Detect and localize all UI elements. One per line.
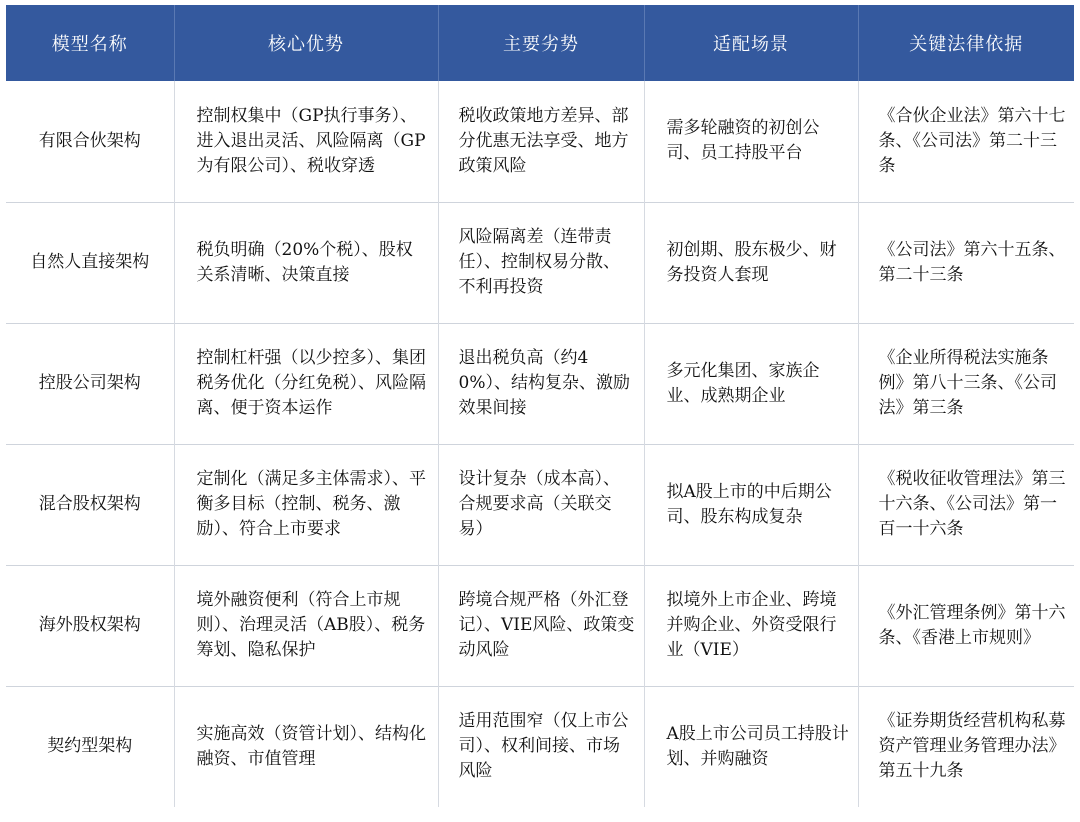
cell-scenarios: 拟境外上市企业、跨境并购企业、外资受限行业（VIE） [644, 565, 858, 686]
cell-legal-basis: 《企业所得税法实施条例》第八十三条、《公司法》第三条 [858, 323, 1074, 444]
cell-model-name: 混合股权架构 [6, 444, 174, 565]
table-header [6, 5, 1074, 81]
cell-disadvantages: 适用范围窄（仅上市公司）、权利间接、市场风险 [438, 686, 644, 807]
cell-legal-basis: 《公司法》第六十五条、第二十三条 [858, 202, 1074, 323]
header-main-disadvantages: 主要劣势 [438, 5, 644, 81]
cell-disadvantages: 跨境合规严格（外汇登记）、VIE风险、政策变动风险 [438, 565, 644, 686]
cell-advantages: 控制权集中（GP执行事务）、进入退出灵活、风险隔离（GP为有限公司）、税收穿透 [174, 81, 438, 202]
cell-scenarios: 多元化集团、家族企业、成熟期企业 [644, 323, 858, 444]
cell-model-name: 自然人直接架构 [6, 202, 174, 323]
cell-model-name: 海外股权架构 [6, 565, 174, 686]
cell-legal-basis: 《合伙企业法》第六十七条、《公司法》第二十三条 [878, 105, 1066, 176]
cell-model-name: 有限合伙架构 [6, 81, 174, 202]
cell-disadvantages: 退出税负高（约40%）、结构复杂、激励效果间接 [438, 323, 644, 444]
cell-model-name: 控股公司架构 [6, 323, 174, 444]
table-row [6, 444, 1074, 565]
cell-disadvantages: 风险隔离差（连带责任）、控制权易分散、不利再投资 [438, 202, 644, 323]
cell-scenarios: 拟A股上市的中后期公司、股东构成复杂 [644, 444, 858, 565]
cell-disadvantages: 税收政策地方差异、部分优惠无法享受、地方政策风险 [438, 81, 644, 202]
cell-advantages: 税负明确（20%个税）、股权关系清晰、决策直接 [174, 202, 438, 323]
cell-legal-basis: 《税收征收管理法》第三十六条、《公司法》第一百一十六条 [858, 444, 1074, 565]
cell-legal-basis: 《外汇管理条例》第十六条、《香港上市规则》 [858, 565, 1074, 686]
table-row [6, 323, 1074, 444]
cell-legal-basis: 《证券期货经营机构私募资产管理业务管理办法》第五十九条 [858, 686, 1074, 807]
table-row [6, 81, 1074, 202]
cell-scenarios: 初创期、股东极少、财务投资人套现 [644, 202, 858, 323]
cell-advantages: 定制化（满足多主体需求）、平衡多目标（控制、税务、激励）、符合上市要求 [174, 444, 438, 565]
table-row [6, 686, 1074, 807]
header-core-advantages: 核心优势 [174, 5, 438, 81]
cell-scenarios: 需多轮融资的初创公司、员工持股平台 [644, 81, 858, 202]
cell-advantages: 实施高效（资管计划）、结构化融资、市值管理 [174, 686, 438, 807]
header-row [6, 5, 1074, 81]
table-body [6, 81, 1074, 807]
cell-advantages: 境外融资便利（符合上市规则）、治理灵活（AB股）、税务筹划、隐私保护 [174, 565, 438, 686]
cell-model-name: 契约型架构 [6, 686, 174, 807]
cell-advantages: 控制杠杆强（以少控多）、集团税务优化（分红免税）、风险隔离、便于资本运作 [174, 323, 438, 444]
table-row [6, 565, 1074, 686]
cell-disadvantages: 设计复杂（成本高）、合规要求高（关联交易） [438, 444, 644, 565]
header-legal-basis: 关键法律依据 [858, 5, 1074, 81]
equity-structure-comparison-table [6, 5, 1074, 807]
cell-scenarios: A股上市公司员工持股计划、并购融资 [644, 686, 858, 807]
table-row [6, 202, 1074, 323]
header-model-name: 模型名称 [6, 5, 174, 81]
header-applicable-scenarios: 适配场景 [644, 5, 858, 81]
